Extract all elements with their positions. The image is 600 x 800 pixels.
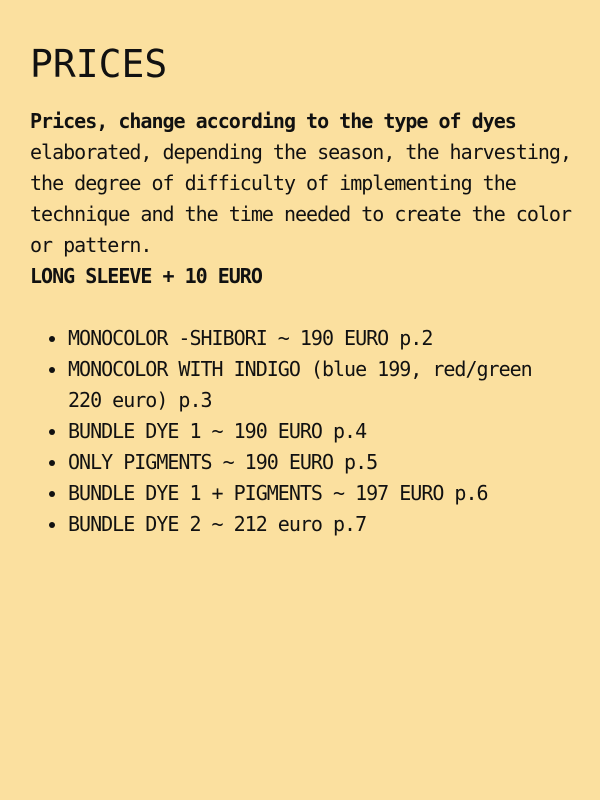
price-item-bundle-dye-1: • BUNDLE DYE 1 ~ 190 EURO p.4 [68,416,573,447]
price-item-monocolor-shibori: • MONOCOLOR -SHIBORI ~ 190 EURO p.2 [68,323,573,354]
price-item-monocolor-indigo: • MONOCOLOR WITH INDIGO (blue 199, red/green 220 euro) p.3 [68,354,573,416]
price-item-only-pigments: • ONLY PIGMENTS ~ 190 EURO p.5 [68,447,573,478]
price-list [30,323,573,540]
intro-bold-lead: Prices, change according to the type of dyes [30,109,516,133]
intro-paragraph [30,106,575,261]
price-item-bundle-dye-2: • BUNDLE DYE 2 ~ 212 euro p.7 [68,509,573,540]
intro-rest: elaborated, depending the season, the harvesting, the degree of difficulty of implementing the technique and the time needed to create the color or pattern. [30,140,572,257]
price-item-bundle-dye-1-pigments: • BUNDLE DYE 1 + PIGMENTS ~ 197 EURO p.6 [68,478,573,509]
long-sleeve-surcharge: LONG SLEEVE + 10 EURO [30,264,262,288]
page-title: PRICES [30,42,168,86]
